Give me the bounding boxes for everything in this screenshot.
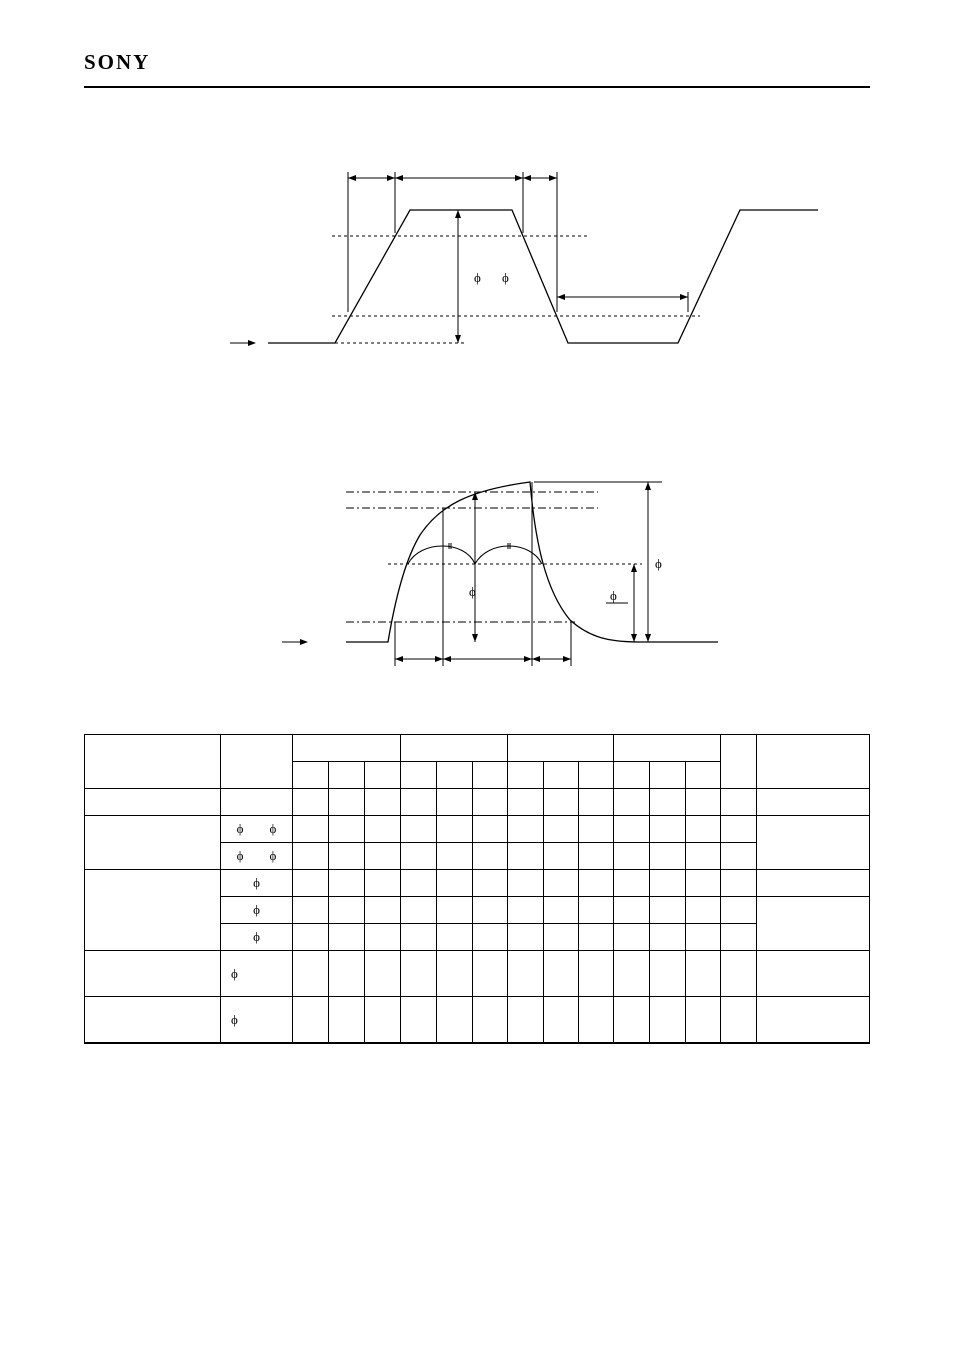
symbol-cell <box>221 870 293 897</box>
phi-symbol: ϕ <box>236 848 244 863</box>
phi-label-right: ϕ <box>610 588 617 603</box>
table-row <box>85 870 870 897</box>
phi-label-amp: ϕ <box>655 556 662 571</box>
phi-symbol: ϕ <box>269 848 277 863</box>
header-cell <box>221 735 293 789</box>
phi-symbol: ϕ <box>236 821 244 836</box>
symbol-cell <box>221 951 293 997</box>
waveform-trace <box>268 210 818 343</box>
header-cell <box>85 735 221 789</box>
clock-waveform-figure <box>0 160 954 360</box>
sony-logo: SONY <box>84 50 151 74</box>
header-cell <box>757 735 870 789</box>
symbol-cell <box>221 897 293 924</box>
symbol-cell <box>221 843 293 870</box>
phi-label-mid: ϕ <box>469 584 476 599</box>
table-row <box>85 951 870 997</box>
header-group-cell <box>401 735 508 762</box>
table-row <box>85 789 870 816</box>
header-rule <box>84 86 870 88</box>
table-row <box>85 997 870 1044</box>
header-group-cell <box>614 735 721 762</box>
symbol-cell <box>221 816 293 843</box>
symbol-cell <box>221 924 293 951</box>
phi-symbol: ϕ <box>269 821 277 836</box>
phi-label-a: ϕ <box>474 270 481 285</box>
symbol-cell <box>221 997 293 1044</box>
phi-symbol: ϕ <box>231 965 238 981</box>
header-group-cell <box>293 735 401 762</box>
table-row <box>85 816 870 843</box>
phi-symbol: ϕ <box>231 1011 238 1027</box>
phi-symbol: ϕ <box>253 875 260 890</box>
phi-symbol: ϕ <box>253 929 260 944</box>
spec-table <box>84 734 870 1044</box>
phi-label-b: ϕ <box>502 270 509 285</box>
table-header-row-1 <box>85 735 870 762</box>
phi-symbol: ϕ <box>253 902 260 917</box>
header-cell <box>721 735 757 789</box>
pulse-waveform-figure <box>0 470 954 675</box>
header-group-cell <box>508 735 614 762</box>
